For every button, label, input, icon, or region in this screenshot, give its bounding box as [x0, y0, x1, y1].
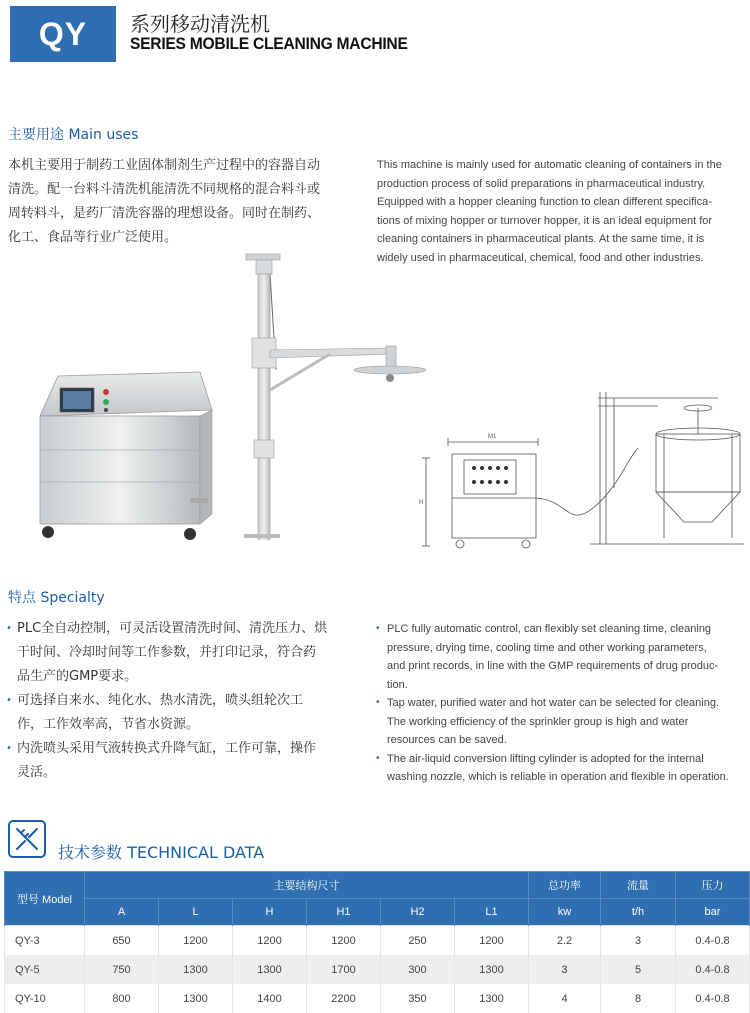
specialty-cn-item [6, 617, 356, 689]
specialty-en-line: • Tap water, purified water and hot water can be selected for cleaning. [387, 697, 720, 709]
specialty-en [376, 620, 748, 787]
sub-header: L [159, 899, 233, 926]
lifting-arm-image [240, 250, 435, 540]
table-cell: 0.4-0.8 [676, 926, 750, 956]
main-uses-en-line: tions of mixing hopper or turnover hopper, it is an ideal equipment for [377, 214, 713, 227]
table-cell: 0.4-0.8 [676, 984, 750, 1013]
specialty-en-item [376, 694, 748, 750]
table-cell: 2.2 [529, 926, 601, 956]
specialty-en-line: resources can be saved. [387, 734, 507, 746]
table-cell: 0.4-0.8 [676, 955, 750, 984]
sub-header: kw [529, 899, 601, 926]
table-cell: 8 [601, 984, 676, 1013]
table-cell: 3 [529, 955, 601, 984]
specialty-en-line: • PLC fully automatic control, can flexibly set cleaning time, cleaning [387, 623, 712, 635]
main-uses-en-line: This machine is mainly used for automatic cleaning of containers in the [377, 159, 722, 171]
table-row [5, 984, 750, 1013]
specialty-cn-line: 品生产的GMP要求。 [17, 669, 138, 684]
title-chinese: 系列移动清洗机 [130, 12, 270, 36]
table-cell: QY-3 [5, 926, 85, 956]
specialty-cn-line: 干时间、冷却时间等工作参数，并打印记录，符合药 [17, 645, 317, 660]
main-uses-cn-line: 清洗。配一台料斗清洗机能清洗不同规格的混合料斗或 [8, 182, 321, 197]
specialty-en-item [376, 750, 748, 787]
technical-data-table [4, 871, 750, 1013]
specialty-cn-line: • PLC全自动控制，可灵活设置清洗时间、清洗压力、烘 [17, 621, 328, 636]
sub-header: H [233, 899, 307, 926]
table-row [5, 955, 750, 984]
specialty-en-line: tion. [387, 678, 408, 691]
main-uses-cn [8, 154, 353, 250]
table-cell: 1200 [159, 926, 233, 956]
specialty-cn-line: • 内洗喷头采用气液转换式升降气缸，工作可靠，操作 [17, 741, 317, 756]
table-cell: 2200 [307, 984, 381, 1013]
main-uses-heading: 主要用途 Main uses [8, 127, 139, 143]
specialty-cn-line: • 可选择自来水、纯化水、热水清洗，喷头组轮次工 [17, 693, 304, 708]
table-cell: 1200 [455, 926, 529, 956]
table-cell: 250 [381, 926, 455, 956]
specialty-cn-line: 作，工作效率高，节省水资源。 [17, 717, 200, 732]
table-cell: 750 [85, 955, 159, 984]
table-cell: QY-10 [5, 984, 85, 1013]
table-cell: 3 [601, 926, 676, 956]
table-cell: 350 [381, 984, 455, 1013]
table-cell: 1200 [233, 926, 307, 956]
specialty-heading: 特点 Specialty [8, 590, 105, 606]
specialty-cn-item [6, 689, 356, 737]
main-uses-cn-line: 化工、食品等行业广泛使用。 [8, 230, 178, 245]
sub-header: H1 [307, 899, 381, 926]
table-cell: QY-5 [5, 955, 85, 984]
specialty-cn [6, 617, 356, 785]
col-flow-header: 流量 [601, 872, 676, 899]
main-uses-en-line: Equipped with a hopper cleaning function to clean different specifica- [377, 196, 712, 208]
table-cell: 650 [85, 926, 159, 956]
col-dimensions-header: 主要结构尺寸 [85, 872, 529, 899]
table-cell: 1200 [307, 926, 381, 956]
main-uses-en-line: widely used in pharmaceutical, chemical, food and other industries. [377, 251, 704, 264]
installation-diagram [418, 388, 748, 558]
sub-header: L1 [455, 899, 529, 926]
specialty-en-line: and print records, in line with the GMP requirements of drug produc- [387, 660, 719, 672]
col-power-header: 总功率 [529, 872, 601, 899]
table-cell: 800 [85, 984, 159, 1013]
tech-heading: 技术参数 TECHNICAL DATA [58, 843, 265, 862]
table-cell: 1300 [159, 955, 233, 984]
specialty-en-item [376, 620, 748, 694]
specialty-en-line: The working efficiency of the sprinkler group is high and water [387, 715, 689, 728]
title-english: SERIES MOBILE CLEANING MACHINE [130, 34, 408, 53]
table-cell: 1300 [455, 955, 529, 984]
table-cell: 300 [381, 955, 455, 984]
specialty-cn-item [6, 737, 356, 785]
main-uses-en-line: cleaning containers in pharmaceutical plants. At the same time, it is [377, 233, 705, 245]
col-model-header: 型号 Model [5, 872, 85, 926]
main-uses-cn-line: 本机主要用于制药工业固体制剂生产过程中的容器自动 [8, 158, 321, 173]
main-uses-en-line: production process of solid preparations in pharmaceutical industry. [377, 177, 706, 190]
diagram-dim-top: M1 [488, 434, 497, 440]
main-uses-cn-line: 周转料斗，是药厂清洗容器的理想设备。同时在制药、 [8, 206, 321, 221]
table-cell: 1300 [159, 984, 233, 1013]
table-cell: 1300 [233, 955, 307, 984]
table-cell: 5 [601, 955, 676, 984]
table-cell: 1400 [233, 984, 307, 1013]
table-row [5, 926, 750, 956]
model-badge: QY [10, 6, 116, 62]
sub-header: bar [676, 899, 750, 926]
table-cell: 4 [529, 984, 601, 1013]
table-cell: 1700 [307, 955, 381, 984]
specialty-en-line: pressure, drying time, cooling time and other working parameters, [387, 641, 707, 654]
specialty-en-line: washing nozzle, which is reliable in operation and flexible in operation. [387, 771, 729, 783]
col-pressure-header: 压力 [676, 872, 750, 899]
ruler-pencil-icon [8, 820, 46, 858]
specialty-en-line: • The air-liquid conversion lifting cylinder is adopted for the internal [387, 752, 704, 765]
table-cell: 1300 [455, 984, 529, 1013]
diagram-dim-side: H [419, 500, 424, 506]
specialty-cn-line: 灵活。 [17, 765, 57, 780]
sub-header: H2 [381, 899, 455, 926]
cleaning-cabinet-image [30, 370, 220, 545]
sub-header: A [85, 899, 159, 926]
sub-header: t/h [601, 899, 676, 926]
